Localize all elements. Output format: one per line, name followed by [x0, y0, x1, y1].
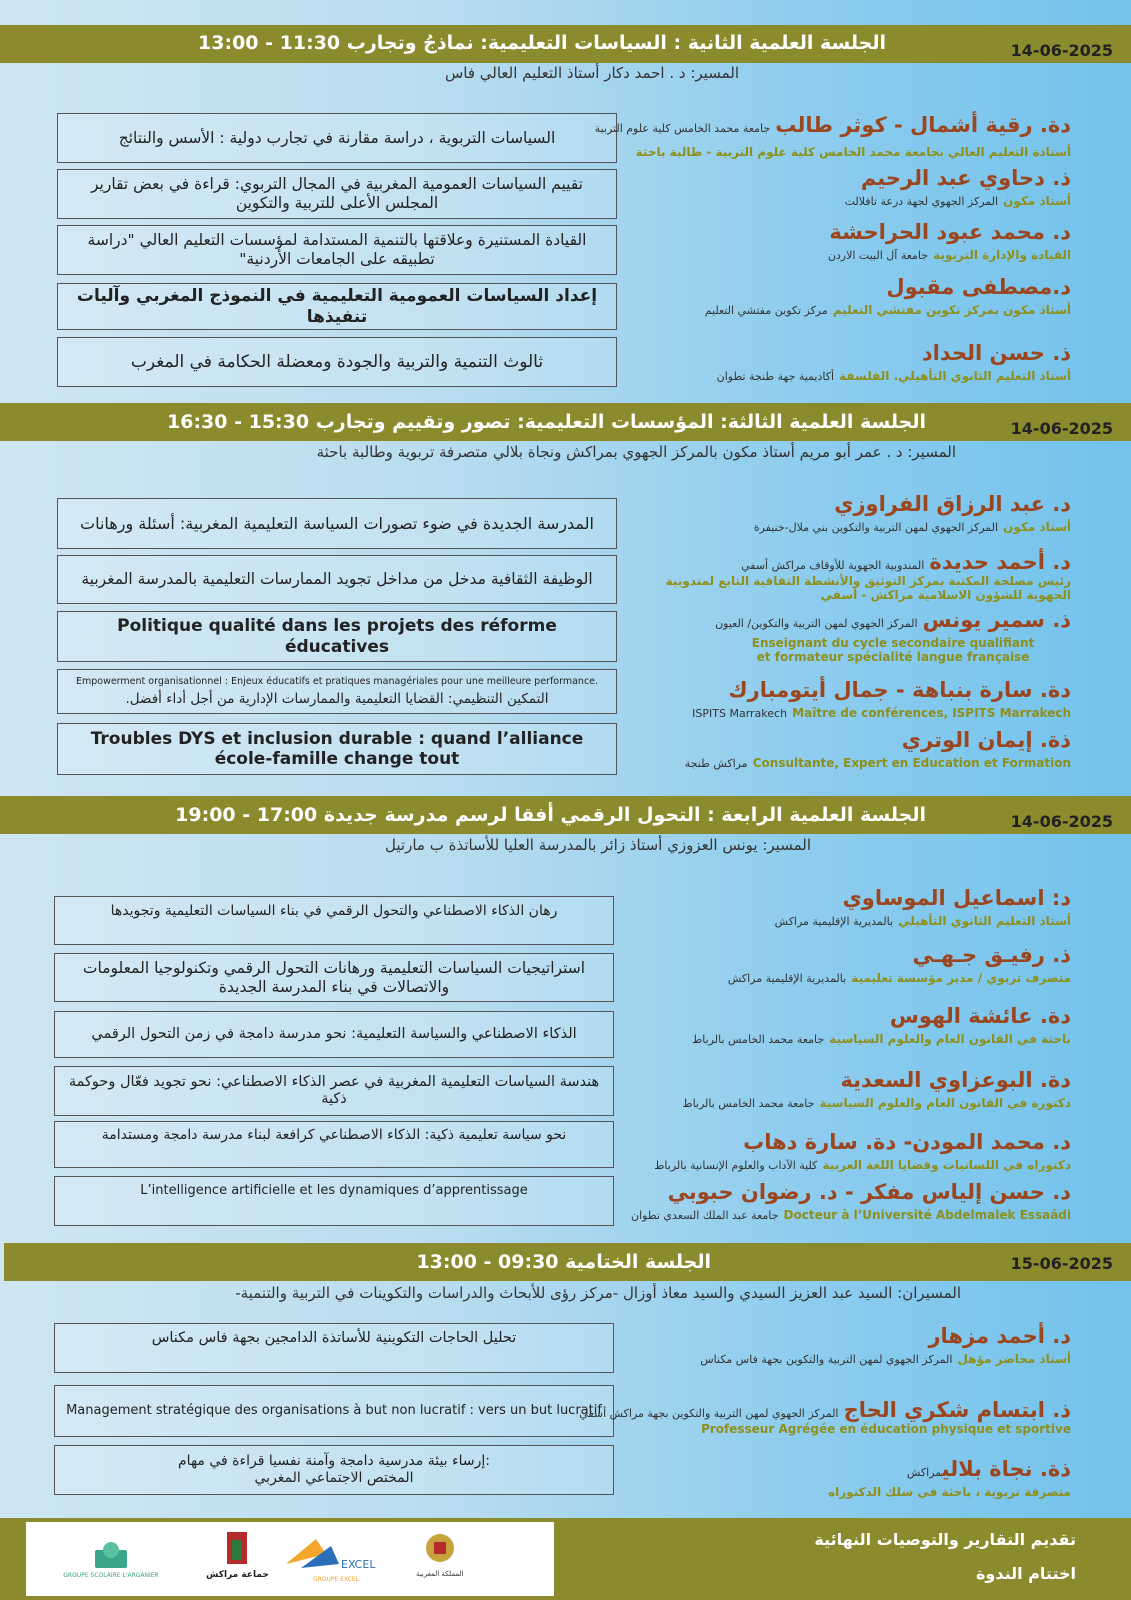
session-4-bar	[0, 796, 1131, 834]
speaker	[579, 1398, 1071, 1436]
book-tree-icon	[91, 1540, 131, 1570]
speaker-role: أستاذ مكون بمركز تكوين مفتشي التعليم	[832, 303, 1071, 317]
closing-session-moderator: المسيران: السيد عبد العزيز السيدي والسيد معاذ أوزال -مركز رؤى للأبحاث والدراسات والتكوينات في التربية والتنمية-	[235, 1284, 961, 1302]
session-4-date: 14-06-2025	[1010, 812, 1113, 831]
speaker-name: د.مصطفى مقبول	[886, 275, 1071, 299]
speaker	[692, 1004, 1071, 1047]
speaker-name: د: اسماعيل الموساوي	[842, 886, 1071, 910]
closing-session-title: الجلسة الختامية 09:30 - 13:00	[416, 1251, 711, 1273]
speaker	[715, 608, 1071, 664]
speaker	[654, 1130, 1071, 1173]
speaker	[682, 1068, 1071, 1111]
speaker-role: أستاذ مكون	[1003, 520, 1071, 534]
talk-box: استراتيجيات السياسات التعليمية ورهانات التحول الرقمي وتكنولوجيا المعلومات والاتصالات في بناء المدرسة الجديدة	[54, 953, 614, 1002]
speaker-affiliation: مركز تكوين مفتشي التعليم	[704, 304, 828, 317]
talk-box: الذكاء الاصطناعي والسياسة التعليمية: نحو مدرسة دامجة في زمن التحول الرقمي	[54, 1011, 614, 1058]
speaker-affiliation: المندوبية الجهوية للأوقاف مراكش أسفي	[741, 559, 925, 572]
logo-ministry-text: المملكة المغربية	[416, 1570, 464, 1578]
speaker	[828, 1457, 1071, 1499]
session-2-title: الجلسة العلمية الثانية : السياسات التعليمية: نماذجُ وتجارب 11:30 - 13:00	[198, 32, 886, 54]
speaker	[595, 113, 1071, 159]
speaker-name: ذ. رفيـق جـهـي	[912, 943, 1071, 967]
talk-box: القيادة المستنيرة وعلاقتها بالتنمية المستدامة لمؤسسات التعليم العالي "دراسة تطبيقه على الجامعات الأردنية"	[57, 225, 617, 275]
speaker	[705, 275, 1071, 318]
speaker-affiliation: المركز الجهوي لمهن التربية والتكوين/ العيون	[715, 617, 918, 630]
speaker-affiliation: جامعة محمد الخامس بالرباط	[692, 1033, 825, 1046]
speaker-role: متصرفة تربوية ، باحثة في سلك الدكتوراه	[828, 1485, 1071, 1499]
speaker-affiliation: مراكش	[906, 1466, 942, 1479]
speaker-name: د. محمد المودن- دة. سارة دهاب	[743, 1130, 1071, 1154]
speaker	[717, 341, 1071, 384]
session-4-moderator: المسير: يونس العزوزي أستاذ زائر بالمدرسة العليا للأساتذة ب مارتيل	[385, 836, 811, 854]
speaker-role: أستاذ التعليم الثانوي التأهيلي	[898, 914, 1071, 928]
speaker-role: القيادة والإدارة التربوية	[933, 248, 1071, 262]
speaker	[700, 1324, 1071, 1367]
session-2-bar	[0, 25, 1131, 63]
speaker-role: et formateur spécialité langue française	[756, 650, 1030, 664]
speaker-name: ذ. سمير يونس	[922, 608, 1071, 632]
speaker	[685, 728, 1071, 771]
speaker-role: Consultante, Expert en Education et Formation	[752, 756, 1071, 770]
talk-box-bilingual	[57, 669, 617, 714]
speaker-name: دة. عائشة الهوس	[889, 1004, 1071, 1028]
speaker-name: دة. البوعزاوي السعدية	[840, 1068, 1071, 1092]
speaker-name: ذة. إيمان الوتري	[901, 728, 1071, 752]
speaker-name: د. حسن إلياس مفكر - د. رضوان حبوبي	[667, 1180, 1071, 1204]
speaker-affiliation: كلية الآداب والعلوم الإنسانية بالرباط	[654, 1159, 818, 1172]
session-3-date: 14-06-2025	[1010, 419, 1113, 438]
talk-title-fr: Empowerment organisationnel : Enjeux éducatifs et pratiques managériales pour une meilleure performance.	[75, 675, 599, 687]
speaker-role: باحثة في القانون العام والعلوم السياسية	[829, 1032, 1071, 1046]
speaker	[728, 943, 1071, 986]
talk-box: رهان الذكاء الاصطناعي والتحول الرقمي في بناء السياسات التعليمية وتجويدها	[54, 896, 614, 945]
speaker-affiliation: جامعة آل البيت الاردن	[827, 249, 929, 262]
logo-ministry	[416, 1528, 464, 1578]
ministry-coat-of-arms-icon	[422, 1528, 458, 1568]
talk-box: :إرساء بيئة مدرسية دامجة وآمنة نفسيا قراءة في مهام المختص الاجتماعي المغربي	[54, 1445, 614, 1495]
speaker-affiliation: المركز الجهوي لمهن التربية والتكوين بجهة فاس مكناس	[700, 1353, 953, 1366]
speaker	[754, 492, 1071, 535]
speaker-name: د. عبد الرزاق الفراوزي	[834, 492, 1071, 516]
speaker-affiliation: بالمديرية الإقليمية مراكش	[774, 915, 894, 928]
speaker-affiliation: بالمديرية الإقليمية مراكش	[727, 972, 847, 985]
speaker-name: د. محمد عبود الحراحشة	[829, 220, 1071, 244]
closing-session-bar	[4, 1243, 1131, 1281]
speaker	[631, 1180, 1071, 1223]
talk-box: هندسة السياسات التعليمية المغربية في عصر الذكاء الاصطناعي: نحو تجويد فعّال وحوكمة ذكية	[54, 1066, 614, 1116]
footer	[0, 1518, 1131, 1600]
logo-excel	[281, 1534, 391, 1583]
speaker-name: ذ. ابتسام شكري الحاج	[843, 1398, 1071, 1422]
speaker-affiliation: جامعة عبد الملك السعدي تطوان	[631, 1209, 779, 1222]
talk-box: L’intelligence artificielle et les dynamiques d’apprentissage	[54, 1176, 614, 1226]
speaker-role: Enseignant du cycle secondaire qualifiant	[751, 636, 1035, 650]
session-3-bar	[0, 403, 1131, 441]
speaker-affiliation: ISPITS Marrakech	[692, 707, 788, 720]
speaker-affiliation: المركز الجهوي لمهن التربية والتكوين بجهة مراكش أسفي	[579, 1407, 839, 1420]
talk-box: تقييم السياسات العمومية المغربية في المجال التربوي: قراءة في بعض تقارير المجلس الأعلى للتربية والتكوين	[57, 169, 617, 219]
speaker-role: أستاذ محاضر مؤهل	[957, 1352, 1071, 1366]
closing-session-date: 15-06-2025	[1010, 1254, 1113, 1273]
talk-box: السياسات التربوية ، دراسة مقارنة في تجارب دولية : الأسس والنتائج	[57, 113, 617, 163]
speaker-name: ذة. نجاة بلالي	[941, 1457, 1071, 1481]
talk-box: Troubles DYS et inclusion durable : quand l’alliance école-famille change tout	[57, 723, 617, 775]
session-2-moderator: المسير: د . احمد دكار أستاذ التعليم العالي فاس	[444, 64, 739, 82]
svg-text:EXCEL: EXCEL	[341, 1558, 376, 1571]
logo-arganier	[56, 1540, 166, 1579]
speaker-name: ذ. دحاوي عبد الرحيم	[860, 166, 1071, 190]
talk-box: Management stratégique des organisations à but non lucratif : vers un but lucratif	[54, 1385, 614, 1437]
logo-excel-text: GROUPE EXCEL	[312, 1576, 360, 1583]
speaker	[775, 886, 1071, 929]
session-3-moderator: المسير: د . عمر أبو مريم أستاذ مكون بالمركز الجهوي بمراكش ونجاة بلالي متصرفة تربوية وطالبة باحثة	[316, 443, 956, 461]
logo-marrakech	[206, 1528, 269, 1580]
logo-marrakech-text: جماعة مراكش	[206, 1570, 269, 1580]
talk-box: إعداد السياسات العمومية التعليمية في النموذج المغربي وآليات تنفيذها	[57, 283, 617, 330]
speaker-role: متصرف تربوي / مدير مؤسسة تعليمية	[851, 971, 1071, 985]
talk-box: المدرسة الجديدة في ضوء تصورات السياسة التعليمية المغربية: أسئلة ورهانات	[57, 498, 617, 549]
session-4-title: الجلسة العلمية الرابعة : التحول الرقمي أفقا لرسم مدرسة جديدة 17:00 - 19:00	[175, 804, 926, 826]
speaker-role: أستاذة التعليم العالي بجامعة محمد الخامس كلية علوم التربية - طالبة باحثة	[635, 145, 1071, 159]
speaker-role: Professeur Agrégée en éducation physique et sportive	[701, 1422, 1071, 1436]
speaker-affiliation: المركز الجهوي لجهة درعة تافلالت	[844, 195, 999, 208]
speaker	[845, 166, 1071, 209]
session-3-title: الجلسة العلمية الثالثة: المؤسسات التعليمية: تصور وتقييم وتجارب 15:30 - 16:30	[167, 411, 926, 433]
speaker-role: الجهوية للشؤون الاسلامية مراكش - أسفي	[820, 588, 1071, 602]
speaker-affiliation: مراكش طنجة	[684, 757, 748, 770]
closing-ceremony: اختتام الندوة	[975, 1564, 1076, 1583]
closing-reports: تقديم التقارير والتوصيات النهائية	[814, 1530, 1076, 1549]
speaker-role: Docteur à l’Université Abdelmalek Essaâdi	[783, 1208, 1071, 1222]
speaker-role: رئيس مصلحة المكتبة بمركز التوثيق والأنشطة الثقافية التابع لمندوبية	[665, 574, 1071, 588]
speaker	[828, 220, 1071, 263]
talk-title-ar: التمكين التنظيمي: القضايا التعليمية والممارسات الإدارية من أجل أداء أفضل.	[125, 691, 549, 708]
speaker-role: دكتوراه في اللسانيات وقضايا اللغة العربية	[822, 1158, 1071, 1172]
session-2-date: 14-06-2025	[1010, 41, 1113, 60]
speaker-affiliation: جامعة محمد الخامس كلية علوم التربية	[594, 122, 771, 135]
speaker-role: أستاذ مكون	[1003, 194, 1071, 208]
partner-logos	[26, 1522, 554, 1596]
logo-arganier-text: GROUPE SCOLAIRE L'ARGANIER	[63, 1572, 159, 1579]
speaker-role: Maître de conférences, ISPITS Marrakech	[792, 706, 1071, 720]
speaker	[692, 678, 1071, 721]
talk-box: ثالوث التنمية والتربية والجودة ومعضلة الحكامة في المغرب	[57, 337, 617, 387]
talk-box: الوظيفة الثقافية مدخل من مداخل تجويد الممارسات التعليمية بالمدرسة المغربية	[57, 555, 617, 604]
speaker-name: د. أحمد مزهار	[928, 1324, 1071, 1348]
marrakech-emblem-icon	[222, 1528, 252, 1568]
talk-box: نحو سياسة تعليمية ذكية: الذكاء الاصطناعي كرافعة لبناء مدرسة دامجة ومستدامة	[54, 1121, 614, 1168]
speaker-role: دكتورة في القانون العام والعلوم السياسية	[819, 1096, 1071, 1110]
speaker-name: ذ. حسن الحداد	[921, 341, 1071, 365]
speaker-affiliation: أكاديمية جهة طنجة تطوان	[716, 370, 835, 383]
speaker-name: دة. سارة بنباهة - جمال أيتومبارك	[728, 678, 1071, 702]
speaker-role: أستاذ التعليم الثانوي التأهيلي. الفلسفة	[839, 369, 1071, 383]
speaker	[666, 550, 1071, 602]
speaker-affiliation: المركز الجهوي لمهن التربية والتكوين بني ملال-خنيفرة	[753, 521, 999, 534]
talk-box: تحليل الحاجات التكوينية للأساتذة الدامجين بجهة فاس مكناس	[54, 1323, 614, 1373]
speaker-name: د. أحمد حديدة	[929, 550, 1071, 574]
speaker-name: دة. رقية أشمال - كوثر طالب	[775, 113, 1071, 137]
speaker-affiliation: جامعة محمد الخامس بالرباط	[682, 1097, 815, 1110]
talk-box: Politique qualité dans les projets des réforme éducatives	[57, 611, 617, 662]
excel-logo-icon	[281, 1534, 391, 1574]
